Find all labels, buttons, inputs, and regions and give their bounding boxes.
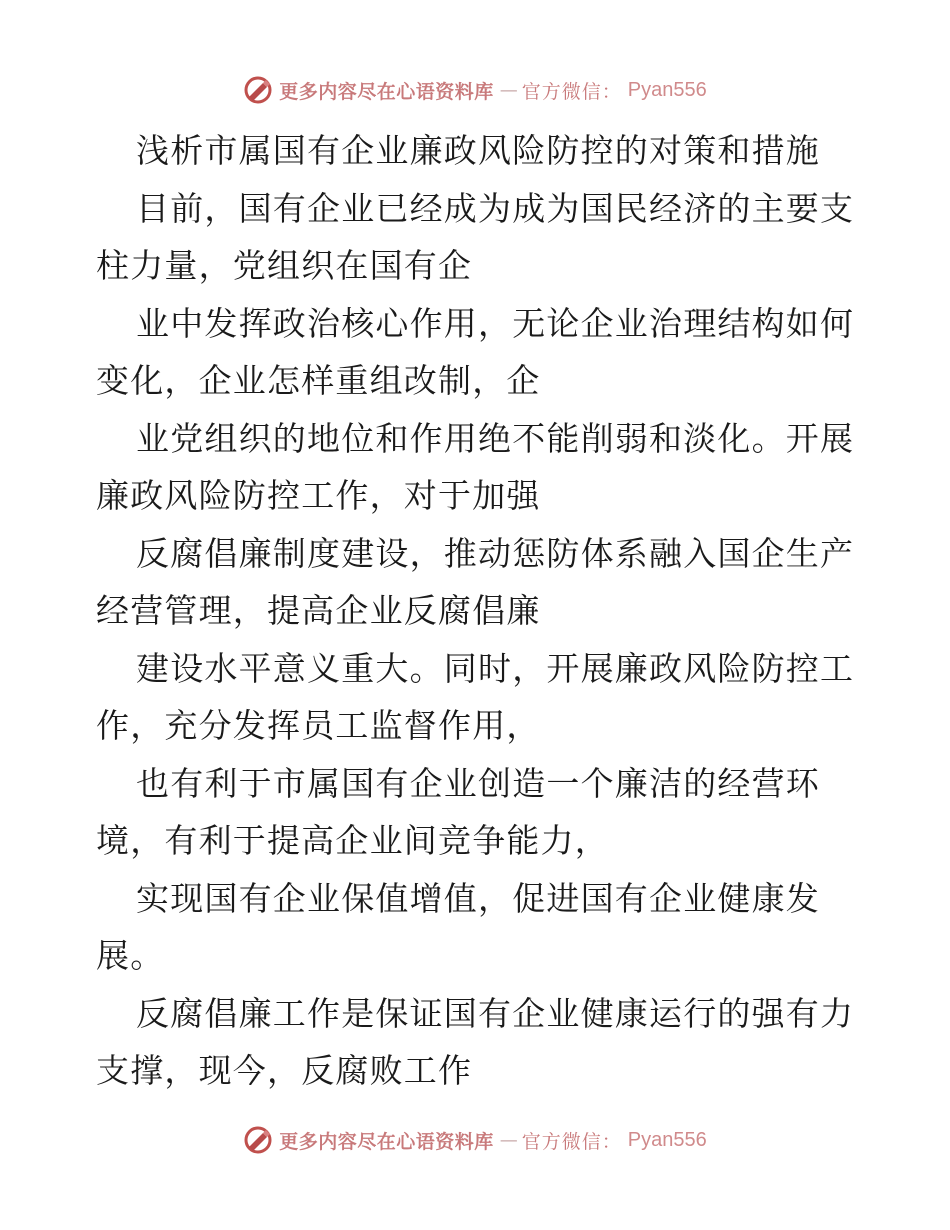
document-body [96, 122, 856, 1100]
header-separator: — [499, 79, 516, 101]
header-wechat-id: Pyan556 [627, 78, 707, 101]
paragraph-line: 业党组织的地位和作用绝不能削弱和淡化。开展 [136, 418, 855, 458]
footer-banner [0, 1120, 950, 1160]
footer-wechat-id: Pyan556 [627, 1128, 707, 1151]
paragraph-line: 作，充分发挥员工监督作用， [96, 706, 541, 745]
document-title: 浅析市属国有企业廉政风险防控的对策和措施 [136, 131, 820, 170]
header-wechat-label: 官方微信： [521, 80, 622, 103]
paragraph-line: 反腐倡廉工作是保证国有企业健康运行的强有力 [136, 993, 855, 1033]
footer-separator: — [499, 1129, 516, 1151]
footer-promo-text: 更多内容尽在心语资料库 [279, 1130, 494, 1153]
paragraph-line: 境，有利于提高企业间竞争能力， [96, 821, 609, 860]
paragraph-line: 建设水平意义重大。同时，开展廉政风险防控工 [136, 648, 855, 688]
paragraph-line: 实现国有企业保值增值，促进国有企业健康发 [136, 878, 820, 918]
paragraph-line: 廉政风险防控工作，对于加强 [96, 476, 541, 515]
footer-wechat-label: 官方微信： [521, 1130, 622, 1153]
header-promo-text: 更多内容尽在心语资料库 [279, 80, 494, 103]
paragraph-line: 经营管理，提高企业反腐倡廉 [96, 591, 541, 630]
paragraph-line: 目前，国有企业已经成为成为国民经济的主要支 [136, 188, 855, 228]
header-banner [0, 70, 950, 110]
paragraph-line: 业中发挥政治核心作用，无论企业治理结构如何 [136, 303, 855, 343]
paragraph-line: 展。 [96, 936, 165, 975]
paragraph-line: 支撑，现今，反腐败工作 [96, 1051, 473, 1090]
paragraph-line: 也有利于市属国有企业创造一个廉洁的经营环 [136, 763, 820, 803]
pen-logo-icon [243, 75, 273, 105]
paragraph-line: 变化，企业怎样重组改制，企 [96, 361, 541, 400]
pen-logo-icon [243, 1125, 273, 1155]
paragraph-line: 反腐倡廉制度建设，推动惩防体系融入国企生产 [136, 533, 855, 573]
paragraph-line: 柱力量，党组织在国有企 [96, 246, 473, 285]
